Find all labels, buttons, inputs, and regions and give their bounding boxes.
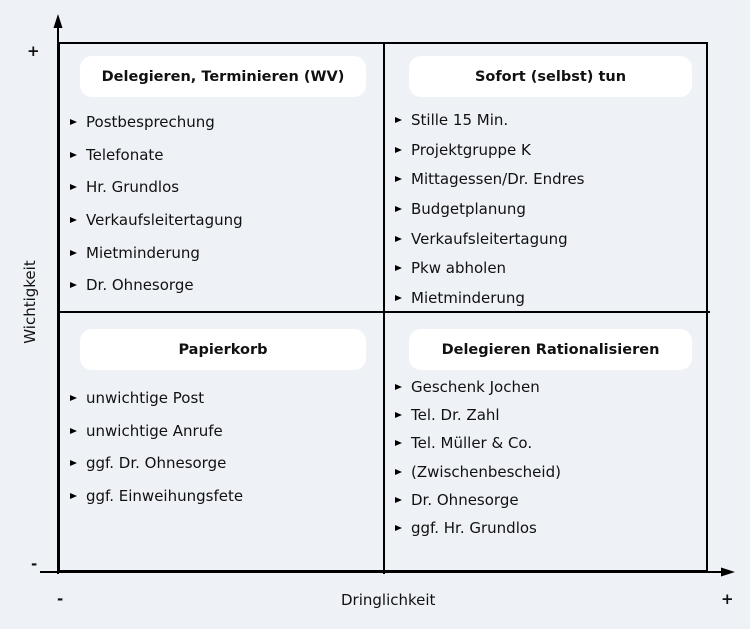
item-text: Pkw abholen bbox=[411, 259, 507, 278]
item-text: Dr. Ohnesorge bbox=[86, 276, 194, 295]
quadrant-bottom-left bbox=[60, 312, 384, 574]
item-text: unwichtige Anrufe bbox=[86, 421, 223, 440]
bullet-arrow-icon bbox=[70, 493, 77, 499]
list-item bbox=[70, 415, 243, 448]
list-item bbox=[70, 106, 243, 139]
bullet-arrow-icon bbox=[70, 152, 77, 158]
bullet-arrow-icon bbox=[70, 395, 77, 401]
list-item bbox=[70, 447, 243, 480]
item-text: Dr. Ohnesorge bbox=[411, 490, 519, 509]
quadrant-title: Sofort (selbst) tun bbox=[409, 56, 692, 97]
item-text: Tel. Müller & Co. bbox=[411, 434, 533, 453]
item-text: (Zwischenbescheid) bbox=[411, 462, 561, 481]
bullet-arrow-icon bbox=[395, 384, 402, 390]
item-text: Verkaufsleitertagung bbox=[86, 211, 243, 230]
item-text: Mietminderung bbox=[411, 288, 525, 307]
y-axis-arrow-icon bbox=[54, 14, 63, 28]
list-item bbox=[395, 105, 585, 135]
list-item bbox=[395, 429, 561, 457]
list-item bbox=[395, 283, 585, 313]
list-item bbox=[70, 236, 243, 269]
list-item bbox=[395, 135, 585, 165]
bullet-arrow-icon bbox=[395, 440, 402, 446]
quadrant-title: Papierkorb bbox=[80, 329, 366, 370]
quadrant-title: Delegieren, Terminieren (WV) bbox=[80, 56, 366, 97]
y-axis-plus-mark: + bbox=[27, 42, 40, 60]
item-text: Verkaufsleitertagung bbox=[411, 229, 568, 248]
item-text: Geschenk Jochen bbox=[411, 378, 540, 397]
y-axis-minus-mark: - bbox=[31, 555, 38, 573]
bullet-arrow-icon bbox=[70, 428, 77, 434]
bullet-arrow-icon bbox=[70, 184, 77, 190]
item-text: Mietminderung bbox=[86, 243, 200, 262]
bullet-arrow-icon bbox=[395, 265, 402, 271]
item-text: Telefonate bbox=[86, 145, 164, 164]
bullet-arrow-icon bbox=[395, 117, 402, 123]
item-text: Projektgruppe K bbox=[411, 140, 531, 159]
bullet-arrow-icon bbox=[70, 460, 77, 466]
x-axis-arrow-icon bbox=[721, 568, 735, 577]
item-text: Postbesprechung bbox=[86, 113, 215, 132]
list-item bbox=[395, 373, 561, 401]
item-list bbox=[395, 105, 585, 313]
list-item bbox=[395, 224, 585, 254]
list-item bbox=[395, 401, 561, 429]
bullet-arrow-icon bbox=[70, 250, 77, 256]
bullet-arrow-icon bbox=[395, 176, 402, 182]
bullet-arrow-icon bbox=[395, 295, 402, 301]
x-axis-minus-mark: - bbox=[57, 590, 64, 608]
item-list bbox=[395, 373, 561, 542]
list-item bbox=[395, 164, 585, 194]
list-item bbox=[395, 194, 585, 224]
bullet-arrow-icon bbox=[70, 282, 77, 288]
list-item bbox=[70, 204, 243, 237]
quadrant-bottom-right bbox=[384, 312, 710, 574]
bullet-arrow-icon bbox=[395, 497, 402, 503]
item-text: Stille 15 Min. bbox=[411, 110, 509, 129]
list-item bbox=[395, 253, 585, 283]
y-axis-label: Wichtigkeit bbox=[21, 260, 39, 344]
item-text: Hr. Grundlos bbox=[86, 178, 180, 197]
list-item bbox=[70, 480, 243, 513]
priority-matrix bbox=[58, 42, 708, 572]
bullet-arrow-icon bbox=[395, 236, 402, 242]
bullet-arrow-icon bbox=[395, 469, 402, 475]
quadrant-title: Delegieren Rationalisieren bbox=[409, 329, 692, 370]
item-text: Budgetplanung bbox=[411, 199, 526, 218]
list-item bbox=[395, 514, 561, 542]
bullet-arrow-icon bbox=[70, 217, 77, 223]
item-text: ggf. Dr. Ohnesorge bbox=[86, 454, 227, 473]
list-item bbox=[70, 269, 243, 302]
item-list bbox=[70, 106, 243, 302]
item-text: unwichtige Post bbox=[86, 389, 205, 408]
list-item bbox=[70, 382, 243, 415]
list-item bbox=[70, 139, 243, 172]
bullet-arrow-icon bbox=[395, 525, 402, 531]
x-axis-plus-mark: + bbox=[721, 590, 734, 608]
item-text: Tel. Dr. Zahl bbox=[411, 406, 500, 425]
quadrant-top-right bbox=[384, 44, 710, 312]
item-text: Mittagessen/Dr. Endres bbox=[411, 170, 585, 189]
item-text: ggf. Einweihungsfete bbox=[86, 487, 244, 506]
list-item bbox=[395, 486, 561, 514]
item-list bbox=[70, 382, 243, 512]
bullet-arrow-icon bbox=[395, 147, 402, 153]
x-axis-label: Dringlichkeit bbox=[341, 591, 436, 609]
quadrant-top-left bbox=[60, 44, 384, 312]
list-item bbox=[395, 458, 561, 486]
bullet-arrow-icon bbox=[395, 206, 402, 212]
item-text: ggf. Hr. Grundlos bbox=[411, 519, 537, 538]
bullet-arrow-icon bbox=[70, 119, 77, 125]
bullet-arrow-icon bbox=[395, 412, 402, 418]
list-item bbox=[70, 171, 243, 204]
